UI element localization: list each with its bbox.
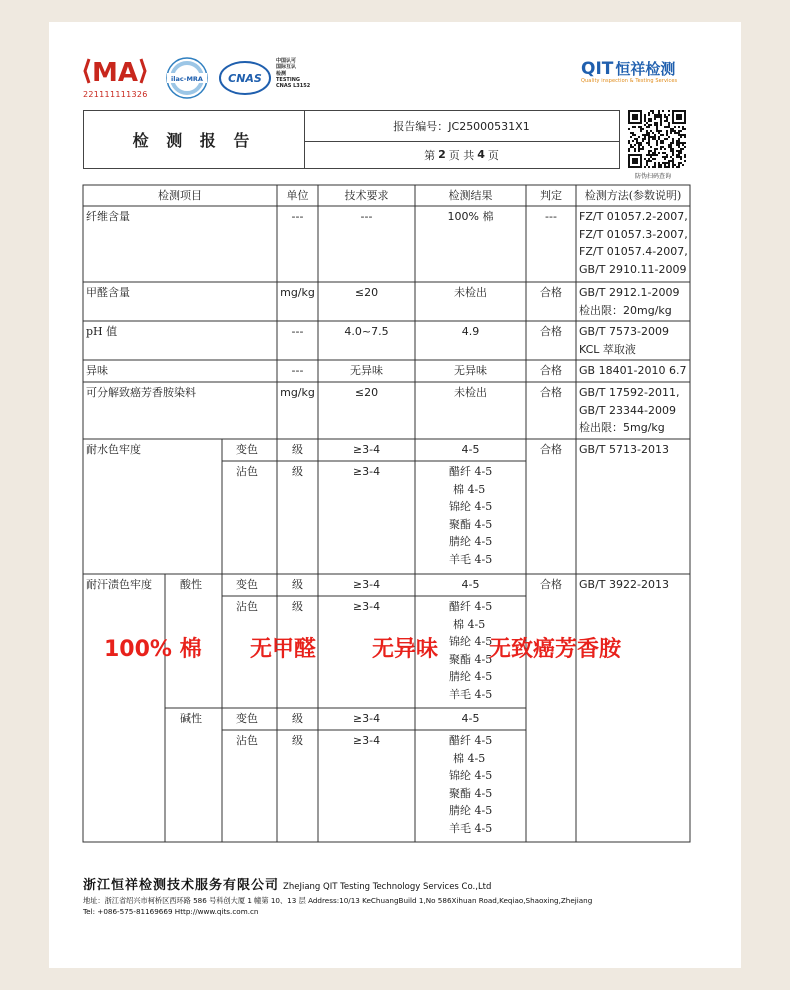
stain-result: 聚酯 4-5 [449, 517, 493, 531]
table-row-result: 未检出 [454, 386, 487, 399]
stain-result: 腈纶 4-5 [449, 804, 493, 817]
footer-address: 地址：浙江省绍兴市柯桥区西环路 586 号科创大厦 1 幢第 10、13 层 Address:10/13 KeChuangBuild 1,No 586Xihuan Road,Keqiao,Shaoxing,Zhejiang [83, 896, 593, 905]
method-line: GB 18401-2010 6.7 [579, 364, 687, 377]
sweat-alkali-stain-results [449, 732, 492, 837]
sweat-acid-change-requirement: ≥3-4 [352, 578, 381, 591]
table-row-result: 未检出 [454, 286, 487, 299]
footer-contact [83, 895, 592, 917]
footer-company [83, 874, 491, 893]
table-row-requirement: ≤20 [354, 286, 379, 299]
claim-cotton: 100% 棉 [104, 637, 202, 662]
sweat-acid-change-result: 4-5 [461, 578, 480, 591]
stain-result: 锦纶 4-5 [449, 500, 493, 513]
table-row-item: 纤维含量 [86, 210, 130, 223]
cnas-text: CNAS [228, 72, 262, 85]
col-header-judgement: 判定 [540, 189, 562, 202]
stain-result: 棉 4-5 [453, 751, 486, 765]
method-line: GB/T 2912.1-2009 [579, 286, 680, 299]
ilac-text: ilac-MRA [171, 75, 203, 83]
stain-result: 锦纶 4-5 [449, 769, 493, 782]
table-row-unit: --- [291, 210, 304, 223]
sweat-acid-stain-label: 沾色 [236, 600, 258, 613]
table-row-method [579, 362, 687, 380]
water-change-label: 变色 [236, 443, 258, 456]
stain-result: 聚酯 4-5 [449, 786, 493, 800]
method-line: GB/T 2910.11-2009 [579, 262, 687, 276]
cnas-line: 检测 [276, 70, 287, 77]
cma-logo [83, 55, 147, 87]
table-row-requirement: ≤20 [354, 386, 379, 399]
sweat-acid-label: 酸性 [180, 578, 202, 591]
cma-number: 221111111326 [83, 90, 148, 99]
footer-tel-web: Tel: +086-575-81169669 Http://www.qits.com.cn [83, 907, 259, 916]
table-row-judgement: 合格 [540, 364, 562, 377]
method-line: GB/T 7573-2009 [579, 325, 669, 338]
method-line: KCL 萃取液 [579, 342, 636, 356]
water-stain-label: 沾色 [236, 465, 258, 478]
company-name-cn: 浙江恒祥检测技术服务有限公司 [83, 878, 280, 893]
sweat-acid-stain-unit: 级 [292, 600, 303, 613]
qit-cn-name: 恒祥检测 [615, 60, 676, 78]
col-header-requirement: 技术要求 [344, 189, 389, 202]
sweat-alkali-stain-requirement: ≥3-4 [352, 734, 381, 747]
page-suffix: 页 [487, 148, 499, 162]
table-row-result: 100% 棉 [447, 210, 494, 223]
qit-tagline: Quality inspection & Testing Services [581, 78, 678, 84]
table-row-method [579, 284, 679, 319]
cnas-logo [218, 60, 272, 100]
page-total: 4 [477, 148, 485, 161]
page-indicator [304, 141, 619, 168]
sweat-judgement: 合格 [540, 578, 562, 591]
report-header [83, 110, 620, 169]
table-row-unit: mg/kg [280, 386, 315, 399]
qr-code[interactable] [628, 110, 686, 168]
table-row-unit: mg/kg [280, 286, 315, 299]
table-row-item: 甲醛含量 [86, 286, 130, 299]
page-prefix: 第 [424, 148, 436, 162]
table-row-judgement: --- [545, 210, 557, 223]
sweat-alkali-stain-label: 沾色 [236, 734, 258, 747]
water-change-requirement: ≥3-4 [352, 443, 381, 456]
stain-result: 醋纤 4-5 [449, 600, 493, 613]
sweat-alkali-label: 碱性 [180, 712, 202, 725]
stain-result: 醋纤 4-5 [449, 465, 493, 478]
sweat-method: GB/T 3922-2013 [579, 578, 669, 591]
method-line: GB/T 17592-2011, [579, 386, 680, 399]
water-change-result: 4-5 [461, 443, 480, 456]
table-row-item: 异味 [86, 364, 108, 377]
table-row-method [579, 208, 688, 278]
sweat-alkali-change-requirement: ≥3-4 [352, 712, 381, 725]
ilac-mra-logo [165, 56, 209, 100]
cnas-caption [276, 58, 310, 89]
stain-result: 羊毛 4-5 [449, 821, 493, 835]
stain-result: 聚酯 4-5 [449, 652, 493, 666]
sweat-acid-change-label: 变色 [236, 578, 258, 591]
sweat-acid-stain-requirement: ≥3-4 [352, 600, 381, 613]
stain-result: 羊毛 4-5 [449, 552, 493, 566]
table-row-result: 无异味 [454, 364, 487, 377]
table-row-judgement: 合格 [540, 386, 562, 399]
col-header-result: 检测结果 [448, 189, 493, 202]
cma-text: MA [92, 58, 138, 87]
table-row-requirement: 4.0~7.5 [344, 325, 389, 338]
claim-no-formaldehyde: 无甲醛 [250, 637, 317, 662]
stain-result: 醋纤 4-5 [449, 734, 493, 747]
table-row-unit: --- [291, 325, 304, 338]
table-row-method [579, 323, 669, 358]
qit-logo [581, 58, 677, 84]
cnas-line: 国际互认 [276, 64, 297, 71]
table-row-result: 4.9 [461, 325, 480, 338]
water-change-unit: 级 [292, 443, 303, 456]
report-number: 报告编号：JC25000531X1 [304, 111, 619, 142]
page-current: 2 [438, 148, 446, 161]
sweat-acid-change-unit: 级 [292, 578, 303, 591]
sweat-alkali-change-result: 4-5 [461, 712, 480, 725]
qr-caption: 防伪扫码查询 [635, 173, 672, 180]
report-title: 检 测 报 告 [84, 111, 305, 168]
table-row-requirement: 无异味 [350, 364, 383, 377]
cnas-line: 中国认可 [276, 58, 297, 64]
stain-result: 腈纶 4-5 [449, 670, 493, 683]
cnas-line: TESTING [276, 76, 300, 83]
water-method: GB/T 5713-2013 [579, 443, 669, 456]
method-line: GB/T 23344-2009 [579, 403, 676, 417]
stain-result: 锦纶 4-5 [449, 635, 493, 648]
stain-result: 棉 4-5 [453, 617, 486, 631]
method-line: FZ/T 01057.4-2007, [579, 245, 688, 258]
water-stain-unit: 级 [292, 465, 303, 478]
sweat-acid-stain-results [449, 598, 492, 703]
cnas-line: CNAS L3152 [276, 83, 311, 90]
water-stain-requirement: ≥3-4 [352, 465, 381, 478]
stain-result: 腈纶 4-5 [449, 535, 493, 548]
sweat-alkali-stain-unit: 级 [292, 734, 303, 747]
sweat-fastness-item: 耐汗渍色牢度 [86, 578, 152, 591]
table-row-judgement: 合格 [540, 286, 562, 299]
water-judgement: 合格 [540, 443, 562, 456]
table-row-item: 可分解致癌芳香胺染料 [86, 386, 196, 399]
claim-no-odor: 无异味 [372, 637, 439, 662]
qit-brand: QIT [581, 59, 614, 79]
sweat-alkali-change-unit: 级 [292, 712, 303, 725]
col-header-method: 检测方法(参数说明) [584, 189, 682, 202]
table-row-unit: --- [291, 364, 304, 377]
table-row-method [579, 384, 679, 437]
stain-result: 棉 4-5 [453, 482, 486, 496]
method-line: 检出限：20mg/kg [579, 303, 672, 317]
company-name-en: ZheJiang QIT Testing Technology Services Co.,Ltd [283, 882, 492, 892]
col-header-unit: 单位 [286, 189, 309, 202]
method-line: 检出限：5mg/kg [579, 421, 665, 434]
stain-result: 羊毛 4-5 [449, 687, 493, 701]
method-line: FZ/T 01057.3-2007, [579, 227, 688, 241]
table-row-requirement: --- [360, 210, 373, 223]
page-mid: 页 共 [448, 148, 475, 162]
sweat-alkali-change-label: 变色 [236, 712, 258, 725]
claim-no-carcinogenic-amine: 无致癌芳香胺 [489, 637, 622, 662]
method-line: FZ/T 01057.2-2007, [579, 210, 688, 223]
col-header-item: 检测项目 [158, 189, 202, 202]
table-row-judgement: 合格 [540, 325, 562, 338]
water-fastness-item: 耐水色牢度 [86, 443, 141, 456]
water-stain-results [449, 463, 492, 568]
table-row-item: pH 值 [86, 325, 118, 338]
